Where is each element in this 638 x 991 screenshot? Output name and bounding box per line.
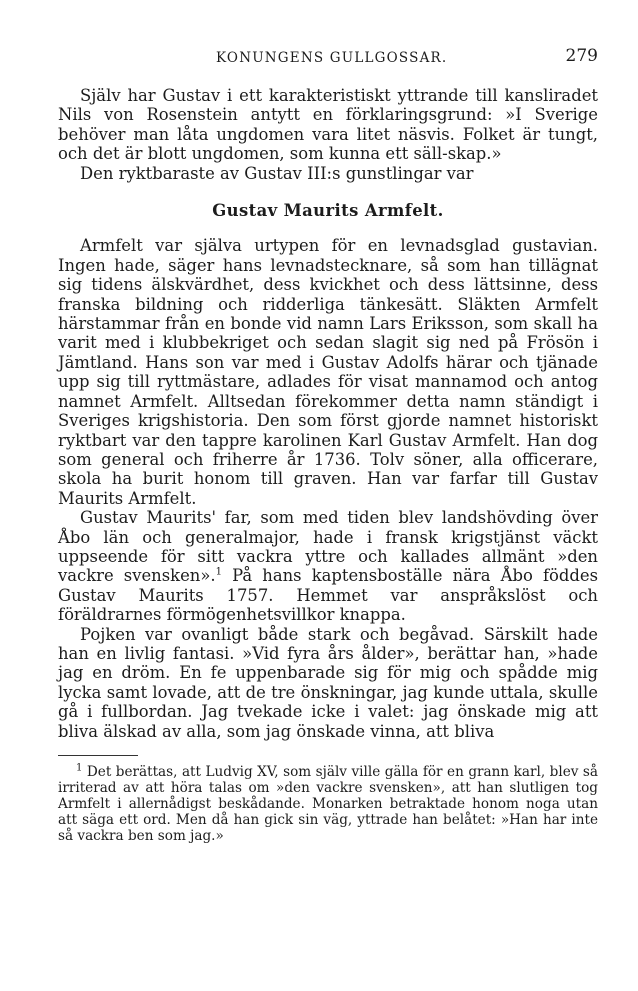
running-title: KONUNGENS GULLGOSSAR. bbox=[216, 50, 448, 66]
footnote-marker: 1 bbox=[76, 762, 83, 774]
paragraph-text: På hans kaptensboställe nära Åbo föddes Gustav Maurits 1757. Hemmet var anspråkslöst och föräldrarnes förmögenhetsvillkor knappa. bbox=[58, 566, 599, 625]
section-heading: Gustav Maurits Armfelt. bbox=[212, 201, 444, 221]
paragraph bbox=[58, 508, 598, 624]
body-text bbox=[58, 86, 598, 741]
paragraph: Den ryktbaraste av Gustav III:s gunstlingar var bbox=[80, 163, 474, 183]
book-page bbox=[58, 44, 598, 844]
footnote-text: Det berättas, att Ludvig XV, som själv ville gälla för en grann karl, blev så irriterad av att höra talas om »den vackre svensken», att han slutligen tog Armfelt i allernådigst beskådande. Monarken betraktade honom noga utan att säga ett ord. Men då han gick sin väg, yttrade han belåtet: »Han har inte så vackra ben som jag.» bbox=[58, 764, 598, 844]
page-number: 279 bbox=[565, 46, 598, 66]
paragraph: Själv har Gustav i ett karakteristiskt yttrande till kansliradet Nils von Rosenstein antytt en förklaringsgrund: »I Sverige behöver man låta ungdomen vara litet näsvis. Folket är tungt, och det är blott ungdomen, som kunna ett säll-skap.» bbox=[58, 86, 598, 164]
paragraph-text: Gustav Maurits' far, som med tiden blev landshövding över Åbo län och generalmajor, hade i fransk krigstjänst väckt uppseende för sitt vackra yttre och kallades allmänt »den vackre svensken». bbox=[58, 508, 598, 586]
footnote-reference: 1 bbox=[215, 566, 222, 578]
paragraph: Armfelt var själva urtypen för en levnadsglad gustavian. Ingen hade, säger hans levnadstecknare, så som han tillägnat sig tidens älskvärdhet, dess kvickhet och dess lättsinne, dess franska bildning och ridderliga tänkesätt. Släkten Armfelt härstammar från en bonde vid namn Lars Eriksson, som skall ha varit med i klubbekriget och sedan slagit sig ned på Frösön i Jämtland. Hans son var med i Gustav Adolfs härar och tjänade upp sig till ryttmästare, adlades för visat mannamod och antog namnet Armfelt. Alltsedan förekommer detta namn ständigt i Sveriges krigshistoria. Den som först gjorde namnet historiskt ryktbart var den tappre karolinen Karl Gustav Armfelt. Han dog som general och friherre år 1736. Tolv söner, alla officerare, skola ha burit honom till graven. Han var farfar till Gustav Maurits Armfelt. bbox=[58, 236, 598, 508]
page-header bbox=[58, 44, 598, 74]
footnote-divider bbox=[58, 755, 138, 756]
footnote bbox=[58, 764, 598, 844]
paragraph: Pojken var ovanligt både stark och begåvad. Särskilt hade han en livlig fantasi. »Vid fyra års ålder», berättar han, »hade jag en dröm. En fe uppenbarade sig för mig och spådde mig lycka samt lovade, att de tre önskningar, jag kunde uttala, skulle gå i fullbordan. Jag tvekade icke i valet: jag önskade mig att bliva älskad av alla, som jag önskade vinna, att bliva bbox=[58, 624, 598, 741]
